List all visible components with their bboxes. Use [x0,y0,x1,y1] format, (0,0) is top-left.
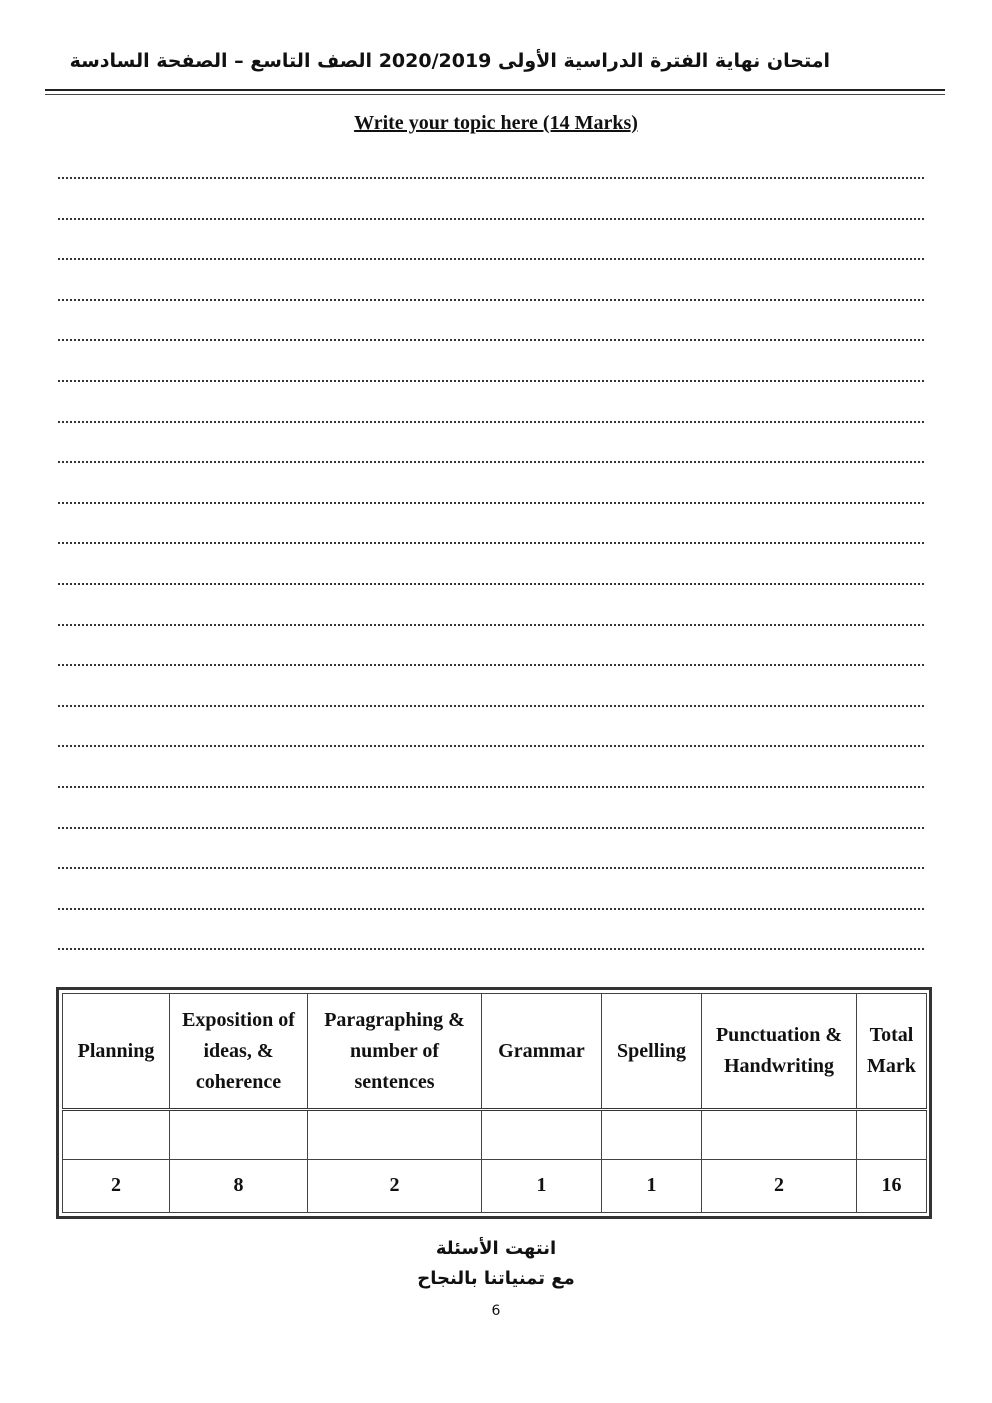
writing-line[interactable] [58,258,924,260]
topic-heading: Write your topic here (14 Marks) [354,112,638,134]
writing-line[interactable] [58,624,924,626]
header-rule-thin [45,94,945,95]
writing-line[interactable] [58,583,924,585]
writing-line[interactable] [58,339,924,341]
writing-line[interactable] [58,461,924,463]
score-cell-paragraphing[interactable] [308,1110,482,1160]
writing-line[interactable] [58,502,924,504]
writing-line[interactable] [58,380,924,382]
rubric-header-paragraphing: Paragraphing & number of sentences [308,994,482,1110]
writing-line[interactable] [58,421,924,423]
rubric-score-row [63,1110,927,1160]
writing-line[interactable] [58,299,924,301]
marks-cell-total: 16 [857,1159,927,1212]
rubric-header-row [63,994,927,1110]
score-cell-total[interactable] [857,1110,927,1160]
rubric-marks-row [63,1159,927,1212]
writing-line[interactable] [58,218,924,220]
footer-good-luck: مع تمنياتنا بالنجاح [417,1268,575,1289]
rubric-header-total: Total Mark [857,994,927,1110]
writing-line[interactable] [58,908,924,910]
score-cell-grammar[interactable] [482,1110,602,1160]
writing-line[interactable] [58,786,924,788]
writing-line[interactable] [58,705,924,707]
writing-line[interactable] [58,664,924,666]
writing-line[interactable] [58,745,924,747]
writing-line[interactable] [58,542,924,544]
marks-cell-exposition: 8 [170,1159,308,1212]
score-cell-planning[interactable] [63,1110,170,1160]
rubric-header-spelling: Spelling [602,994,702,1110]
header-rule [45,89,945,91]
page-number: 6 [491,1303,501,1319]
footer-end-of-questions: انتهت الأسئلة [435,1238,557,1259]
page-header-title: امتحان نهاية الفترة الدراسية الأولى 2020/2019 الصف التاسع – الصفحة السادسة [69,50,830,72]
marks-cell-punctuation: 2 [702,1159,857,1212]
rubric-header-punctuation: Punctuation & Handwriting [702,994,857,1110]
writing-line[interactable] [58,177,924,179]
writing-line[interactable] [58,948,924,950]
marks-cell-planning: 2 [63,1159,170,1212]
score-cell-exposition[interactable] [170,1110,308,1160]
marks-cell-spelling: 1 [602,1159,702,1212]
marks-cell-paragraphing: 2 [308,1159,482,1212]
score-cell-spelling[interactable] [602,1110,702,1160]
rubric-header-exposition: Exposition of ideas, & coherence [170,994,308,1110]
writing-line[interactable] [58,827,924,829]
rubric-header-planning: Planning [63,994,170,1110]
writing-line[interactable] [58,867,924,869]
marks-cell-grammar: 1 [482,1159,602,1212]
score-cell-punctuation[interactable] [702,1110,857,1160]
rubric-table [62,993,927,1213]
rubric-header-grammar: Grammar [482,994,602,1110]
